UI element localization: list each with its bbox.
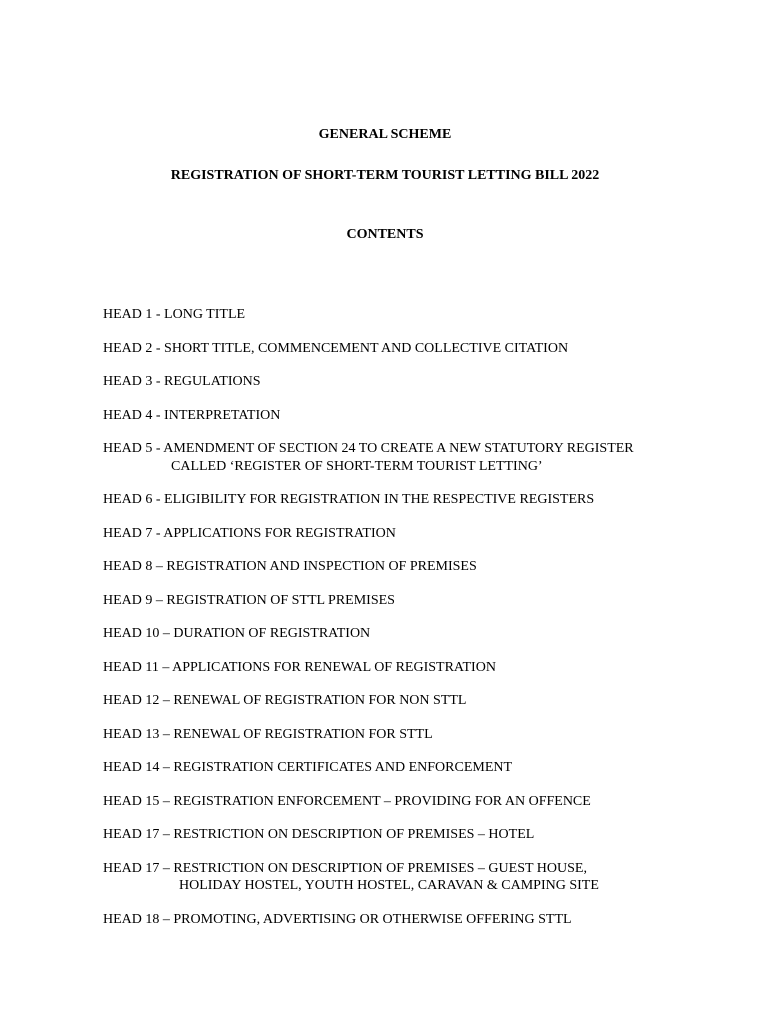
- toc-item-head-2: [103, 340, 743, 358]
- toc-item-head-10: [103, 625, 743, 643]
- toc-item-head-17-guest-house: [103, 860, 743, 895]
- toc-item-continuation: CALLED ‘REGISTER OF SHORT-TERM TOURIST LETTING’: [171, 458, 543, 474]
- bill-title: REGISTRATION OF SHORT-TERM TOURIST LETTING BILL 2022: [170, 168, 600, 183]
- toc-item-text: HEAD 14 – REGISTRATION CERTIFICATES AND ENFORCEMENT: [103, 760, 513, 775]
- toc-item-continuation: HOLIDAY HOSTEL, YOUTH HOSTEL, CARAVAN & CAMPING SITE: [179, 878, 599, 893]
- toc-item-head-18: [103, 911, 743, 929]
- toc-item-text: HEAD 5 - AMENDMENT OF SECTION 24 TO CREATE A NEW STATUTORY REGISTER: [103, 441, 634, 456]
- toc-item-head-7: [103, 525, 743, 543]
- toc-item-head-12: [103, 692, 743, 710]
- toc-item-text: HEAD 3 - REGULATIONS: [103, 374, 261, 389]
- toc-item-head-6: [103, 491, 743, 509]
- toc-item-head-9: [103, 592, 743, 610]
- toc-item-head-15: [103, 793, 743, 811]
- toc-item-head-13: [103, 726, 743, 744]
- toc-item-text: HEAD 13 – RENEWAL OF REGISTRATION FOR STTL: [103, 726, 433, 742]
- toc-item-head-4: [103, 407, 743, 425]
- toc-item-text: HEAD 11 – APPLICATIONS FOR RENEWAL OF REGISTRATION: [103, 659, 496, 675]
- toc-item-text: HEAD 6 - ELIGIBILITY FOR REGISTRATION IN THE RESPECTIVE REGISTERS: [103, 492, 595, 507]
- toc-item-text: HEAD 2 - SHORT TITLE, COMMENCEMENT AND COLLECTIVE CITATION: [103, 340, 569, 356]
- toc-item-head-14: [103, 759, 743, 777]
- toc-item-text: HEAD 4 - INTERPRETATION: [103, 407, 281, 423]
- contents-title: CONTENTS: [346, 227, 424, 242]
- toc-item-text: HEAD 9 – REGISTRATION OF STTL PREMISES: [103, 592, 395, 608]
- toc-item-head-1: [103, 306, 743, 324]
- toc-item-text: HEAD 8 – REGISTRATION AND INSPECTION OF PREMISES: [103, 559, 477, 574]
- toc-item-text: HEAD 1 - LONG TITLE: [103, 307, 246, 322]
- table-of-contents: [103, 306, 743, 944]
- toc-item-head-17-hotel: [103, 826, 743, 844]
- toc-item-text: HEAD 12 – RENEWAL OF REGISTRATION FOR NON STTL: [103, 693, 467, 708]
- toc-item-head-8: [103, 558, 743, 576]
- toc-item-text: HEAD 7 - APPLICATIONS FOR REGISTRATION: [103, 525, 396, 541]
- toc-item-head-5: [103, 440, 743, 475]
- scheme-title: GENERAL SCHEME: [318, 127, 452, 142]
- toc-item-text: HEAD 17 – RESTRICTION ON DESCRIPTION OF PREMISES – GUEST HOUSE,: [103, 860, 587, 876]
- toc-item-head-11: [103, 659, 743, 677]
- toc-item-text: HEAD 18 – PROMOTING, ADVERTISING OR OTHERWISE OFFERING STTL: [103, 911, 572, 927]
- toc-item-head-3: [103, 373, 743, 391]
- toc-item-text: HEAD 10 – DURATION OF REGISTRATION: [103, 626, 371, 641]
- toc-item-text: HEAD 17 – RESTRICTION ON DESCRIPTION OF PREMISES – HOTEL: [103, 827, 535, 842]
- toc-item-text: HEAD 15 – REGISTRATION ENFORCEMENT – PROVIDING FOR AN OFFENCE: [103, 793, 591, 809]
